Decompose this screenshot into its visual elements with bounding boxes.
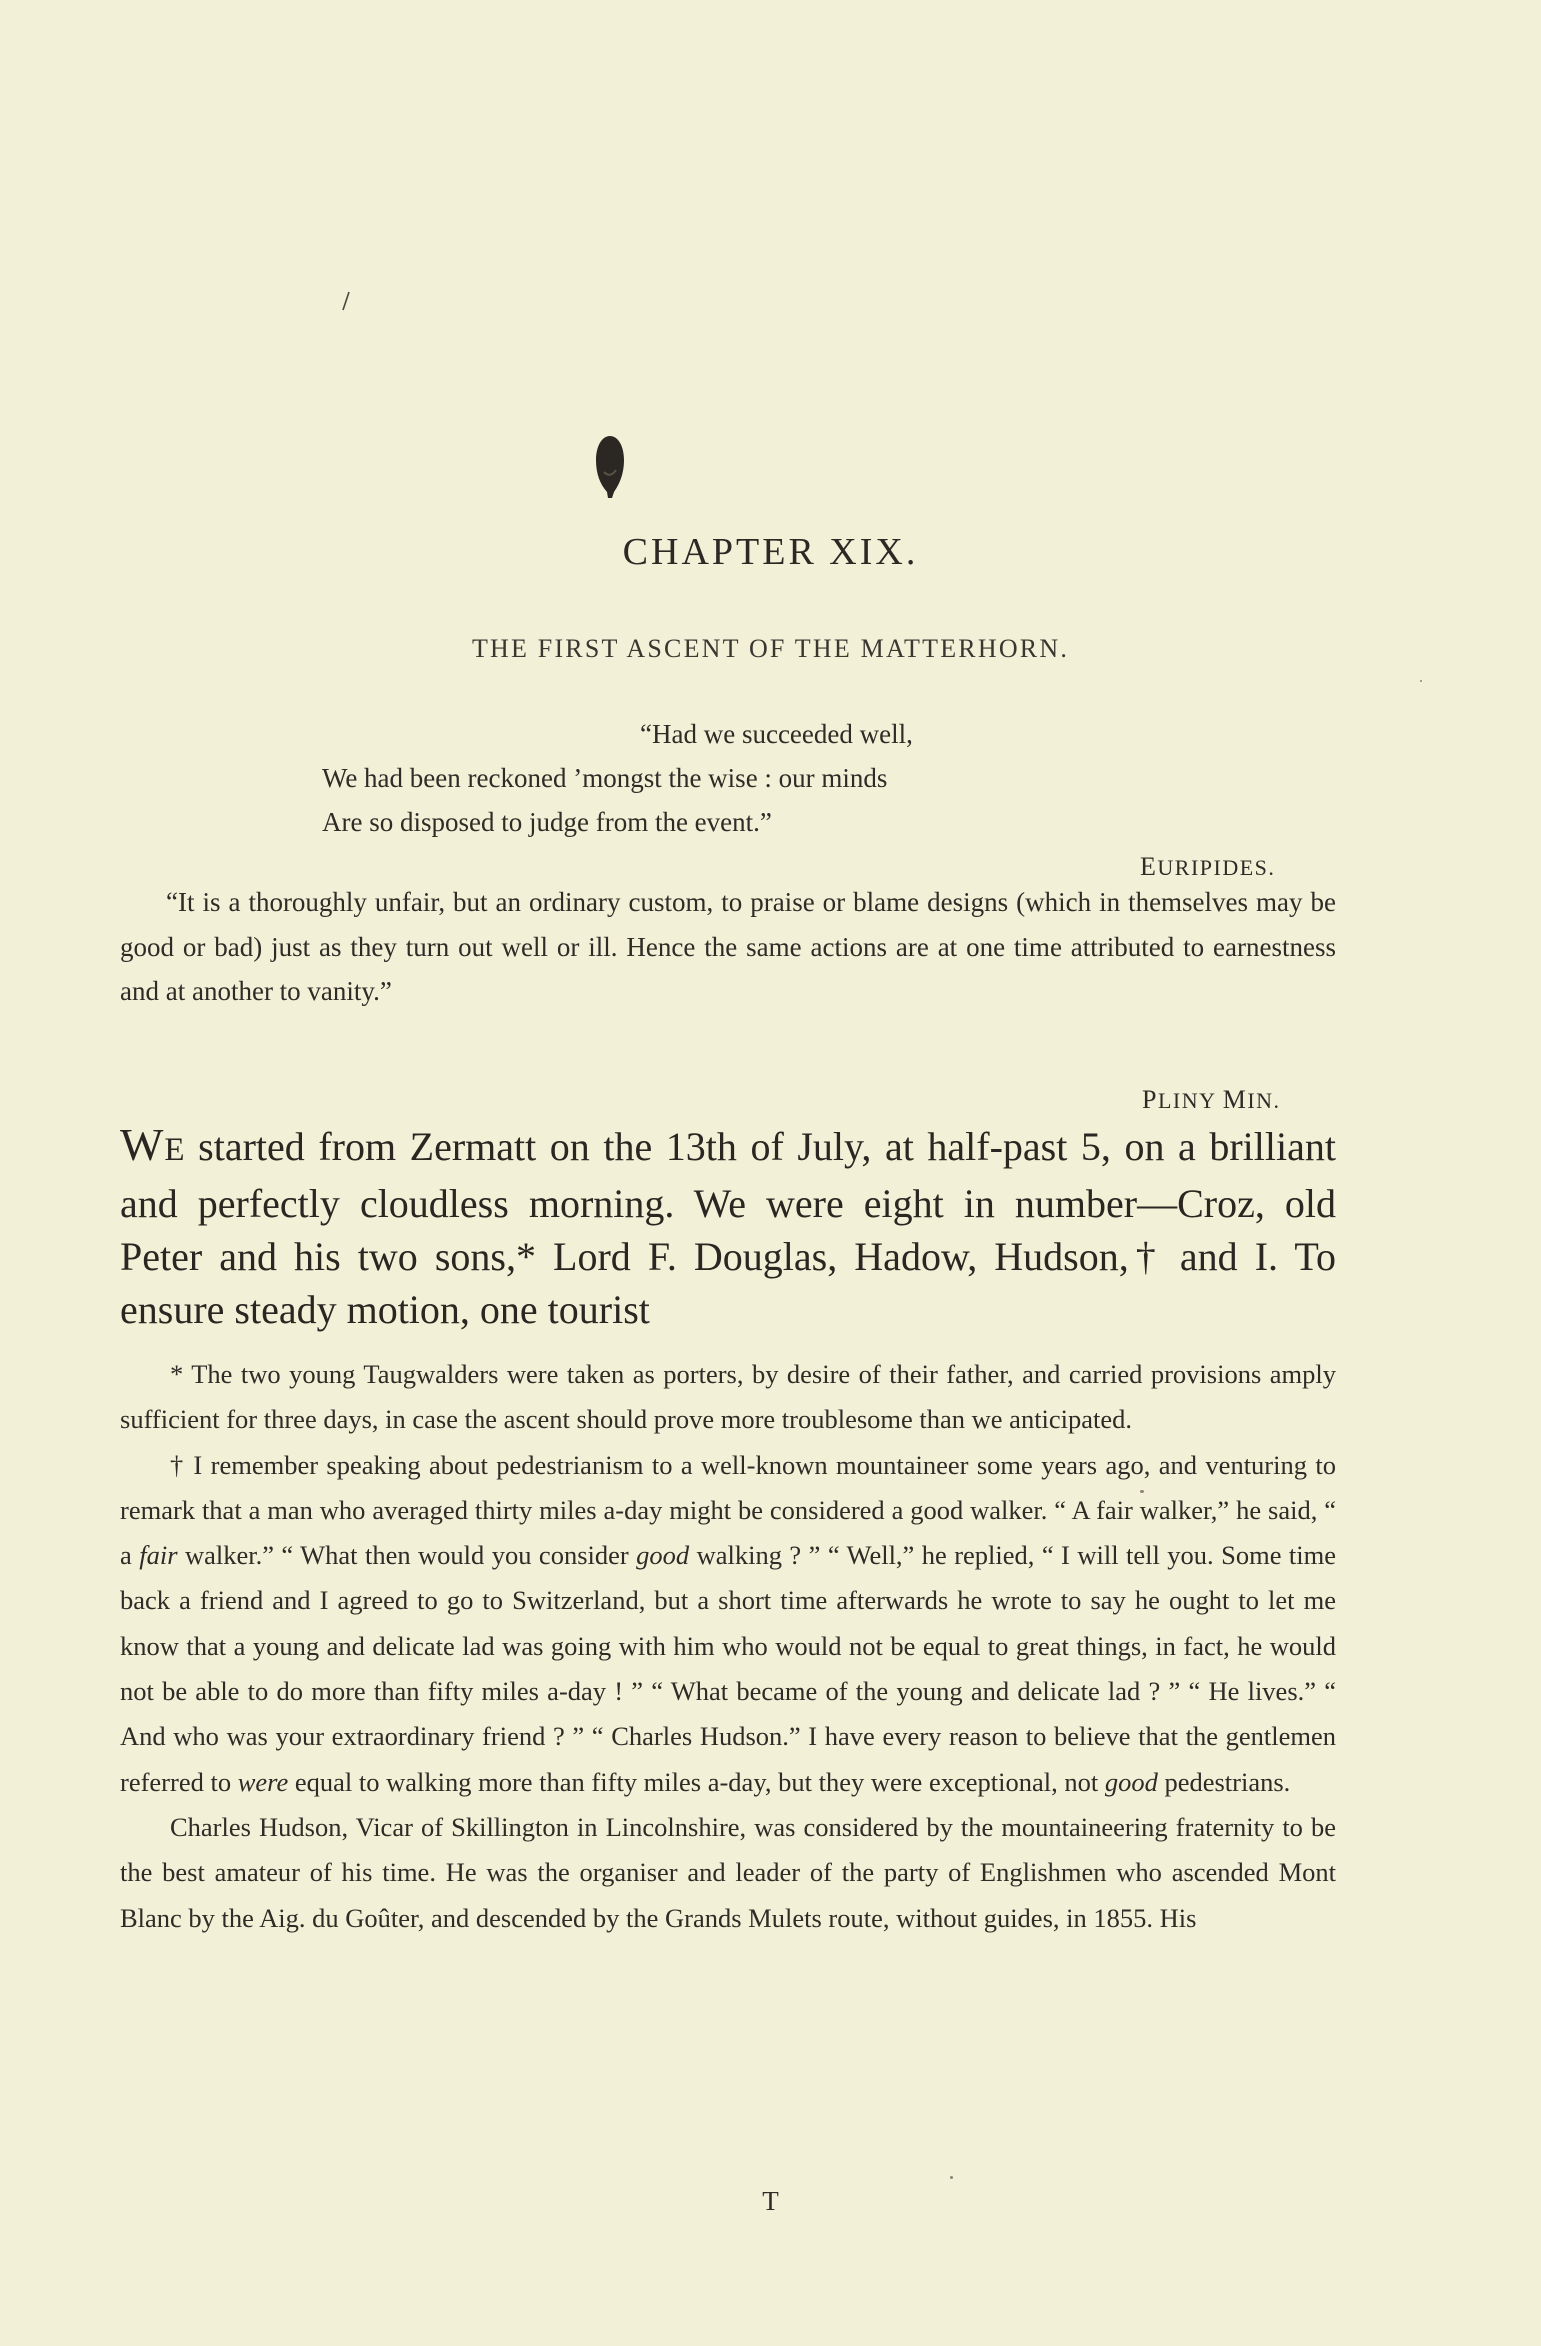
footnote-2: † I remember speaking about pedestrianism to a well-known mountaineer some years ago, and venturing to remark that a man who averaged thirty miles a-day might be considered a good walker. “ A fair walker,” he said, “ a fair walker.” “ What then would you consider good walking ? ” “ Well,” he replied, “ I will tell you. Some time back a friend and I agreed to go to Switzerland, but a short time afterwards he wrote to say he ought to let me know that a young and delicate lad was going with him who would not be equal to great things, in fact, he would not be able to do more than fifty miles a-day ! ” “ What became of the young and delicate lad ? ” “ He lives.” “ And who was your extraordinary friend ? ” “ Charles Hudson.” I have every reason to believe that the gentlemen referred to were equal to walking more than fifty miles a-day, but they were exceptional, not good pedestrians. [120,1449,1337,1797]
paper-speck [1420,680,1422,682]
body-paragraph: WE started from Zermatt on the 13th of July, at half-past 5, on a brilliant and perfectly cloudless morning. We were eight in number—Croz, old Peter and his two sons,* Lord F. Douglas, Hadow, Hudson,† and I. To ensure steady motion, one tourist [120,1119,1336,1332]
stray-mark-icon [340,290,352,312]
epigraph-verse [322,712,1222,844]
footnotes [120,1352,1336,1941]
paper-speck [1140,1490,1144,1493]
drop-initial: W [120,1119,165,1170]
verse-line-1: “Had we succeeded well, [640,719,913,749]
signature-mark: T [762,2186,779,2216]
chapter-subtitle: THE FIRST ASCENT OF THE MATTERHORN. [471,634,1070,663]
footnote-1: * The two young Taugwalders were taken as porters, by desire of their father, and carried provisions amply sufficient for three days, in case the ascent should prove more troublesome than we anticipated. [120,1359,1336,1435]
epigraph-prose: “It is a thoroughly unfair, but an ordinary custom, to praise or blame designs (which in themselves may be good or bad) just as they turn out well or ill. Hence the same actions are at one time attributed to earnestness and at another to vanity.” [120,887,1336,1006]
footnote-3: Charles Hudson, Vicar of Skillington in Lincolnshire, was considered by the mountaineering fraternity to be the best amateur of his time. He was the organiser and leader of the party of Englishmen who ascended Mont Blanc by the Aig. du Goûter, and descended by the Grands Mulets route, without guides, in 1855. His [120,1811,1336,1933]
paper-speck [950,2176,953,2179]
epigraph-prose-attribution: PLINY MIN. [1142,1085,1281,1114]
verse-line-2: We had been reckoned ’mongst the wise : our minds [322,763,888,793]
epigraph-verse-attribution: EURIPIDES. [1140,852,1276,881]
ink-blot-ornament-icon [588,432,632,502]
verse-line-3: Are so disposed to judge from the event.” [322,807,772,837]
chapter-title: CHAPTER XIX. [622,531,919,573]
